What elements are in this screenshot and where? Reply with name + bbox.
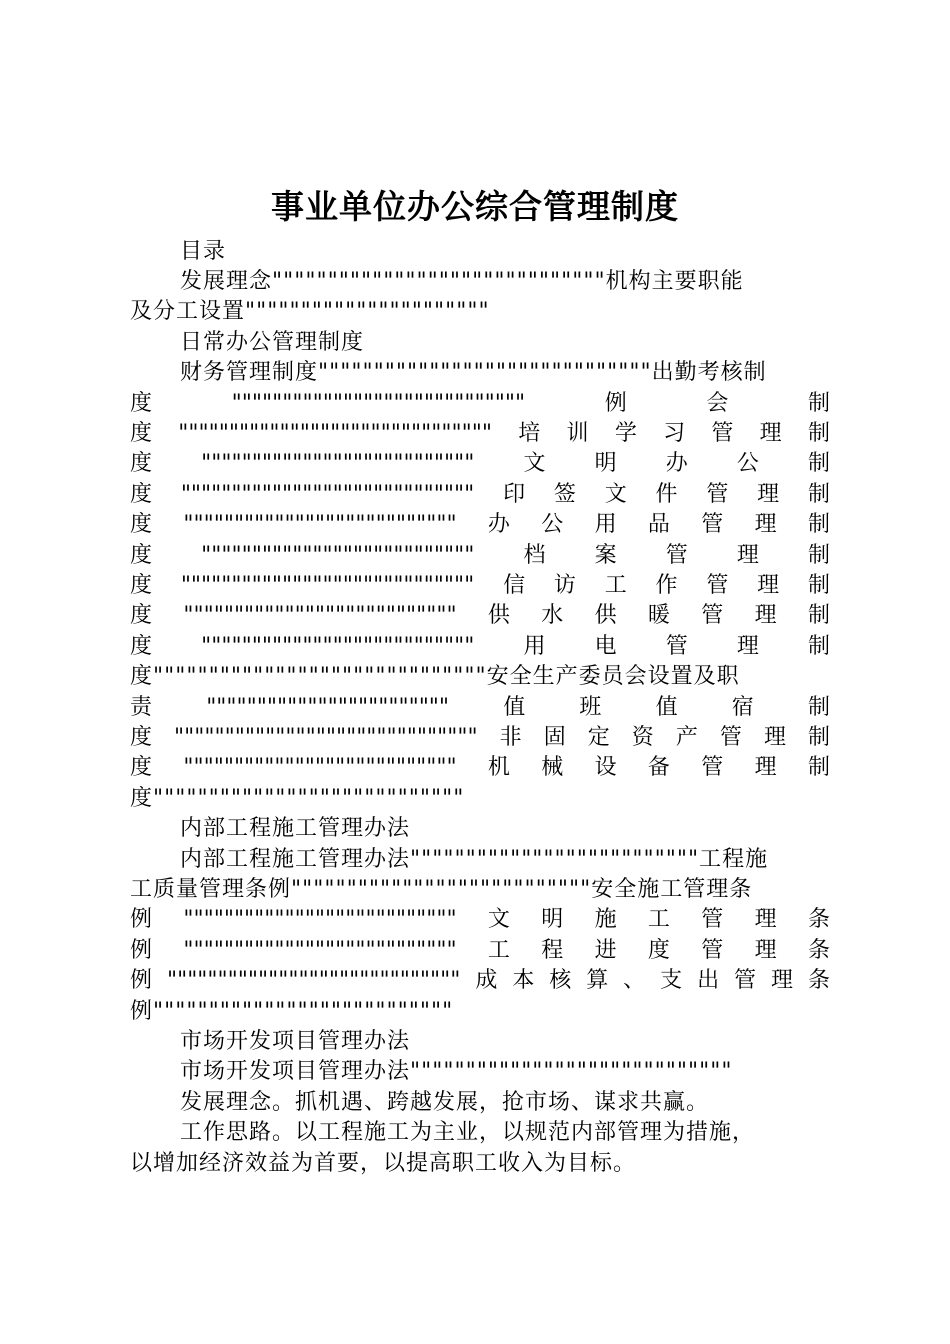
text-char: 制 (807, 512, 830, 538)
text-char: 习 (663, 421, 686, 446)
text-char: 机 (487, 755, 510, 781)
text-line: 及分工设置"""""""""""""""""""""" (130, 299, 490, 325)
quote-filler: """"""""""""""""""""""""""" (183, 512, 457, 538)
text-char: 度 (130, 542, 153, 568)
text-line (130, 905, 830, 935)
text-char: 案 (594, 542, 617, 568)
text-char: 核 (549, 968, 572, 994)
text-char: 度 (130, 512, 153, 538)
text-char: 印 (503, 481, 526, 507)
text-char: 暖 (647, 603, 670, 629)
quote-filler: """""""""""""""""""""""""""""" (174, 725, 478, 750)
text-char: 电 (594, 633, 617, 659)
text-char: 制 (807, 725, 830, 750)
text-char: 制 (807, 755, 830, 781)
text-line (130, 723, 830, 753)
text-char: 明 (594, 451, 617, 477)
text-char: 培 (518, 421, 541, 446)
text-char: 办 (487, 512, 510, 538)
text-char: 办 (665, 451, 688, 477)
text-char: 公 (541, 512, 564, 538)
text-char: 制 (807, 481, 830, 507)
text-char: 度 (130, 421, 153, 446)
text-char: 固 (543, 725, 566, 750)
text-line (130, 571, 830, 601)
text-char: 例 (130, 968, 153, 994)
document-title: 事业单位办公综合管理制度 (271, 187, 679, 226)
text-char: 管 (719, 725, 742, 750)
text-char: 备 (647, 755, 670, 781)
text-char: 度 (130, 633, 153, 659)
text-char: 学 (614, 421, 637, 446)
text-char: 理 (759, 421, 782, 446)
text-char: 设 (594, 755, 617, 781)
text-char: 定 (587, 725, 610, 750)
text-char: 度 (130, 390, 153, 416)
text-char: 制 (807, 451, 830, 477)
text-char: 理 (757, 573, 780, 598)
text-char: 例 (130, 937, 153, 963)
text-char: 本 (512, 968, 535, 994)
text-char: 管 (706, 573, 729, 598)
text-line: 财务管理制度""""""""""""""""""""""""""""""出勤考核制 (180, 360, 767, 386)
quote-filler: """"""""""""""""""""""""""" (201, 633, 475, 659)
quote-filler: """"""""""""""""""""""""""" (201, 451, 475, 477)
text-char: 工 (487, 937, 510, 963)
text-line (130, 966, 830, 996)
text-char: 理 (763, 725, 786, 750)
quote-filler: """"""""""""""""""""""""""""""" (178, 421, 492, 446)
text-char: 理 (754, 907, 777, 933)
text-char: 支 (660, 968, 683, 994)
text-char: 度 (130, 603, 153, 629)
text-char: 制 (807, 603, 830, 629)
text-char: 理 (754, 755, 777, 781)
text-char: 例 (604, 390, 627, 416)
text-char: 工 (647, 907, 670, 933)
text-line: 发展理念。抓机遇、跨越发展，抢市场、谋求共赢。 (180, 1089, 710, 1115)
text-char: 管 (701, 603, 724, 629)
text-char: 工 (604, 573, 627, 598)
text-line: 度"""""""""""""""""""""""""""" (130, 785, 465, 811)
text-char: 理 (754, 937, 777, 963)
text-char: 水 (541, 603, 564, 629)
text-char: 条 (807, 937, 830, 963)
text-char: 度 (130, 725, 153, 750)
text-char: 供 (487, 603, 510, 629)
text-line (130, 753, 830, 783)
text-char: 签 (553, 481, 576, 507)
quote-filler: """"""""""""""""""""""""""" (183, 755, 457, 781)
text-line: 发展理念""""""""""""""""""""""""""""""机构主要职能 (180, 269, 744, 294)
text-line (130, 449, 830, 479)
text-char: 制 (807, 421, 830, 446)
quote-filler: """""""""""""""""""""""" (206, 694, 450, 720)
text-line (130, 389, 830, 419)
text-char: 管 (734, 968, 757, 994)
text-line (130, 632, 830, 662)
text-char: 文 (487, 907, 510, 933)
text-line: 工质量管理条例"""""""""""""""""""""""""""安全施工管理条 (130, 877, 753, 902)
text-char: 访 (553, 573, 576, 598)
text-char: 进 (594, 937, 617, 963)
quote-filler: """"""""""""""""""""""""""""" (180, 573, 475, 598)
text-char: 度 (130, 451, 153, 477)
text-char: 班 (579, 694, 602, 720)
text-line: 日常办公管理制度 (180, 329, 365, 355)
text-char: 文 (604, 481, 627, 507)
text-char: 程 (541, 937, 564, 963)
text-line: 例""""""""""""""""""""""""""" (130, 998, 454, 1024)
text-char: 理 (757, 481, 780, 507)
text-char: 信 (503, 573, 526, 598)
text-char: 公 (736, 451, 759, 477)
quote-filler: """"""""""""""""""""""""""" (183, 937, 457, 963)
quote-filler: """"""""""""""""""""""""""" (201, 542, 475, 568)
text-char: 制 (807, 573, 830, 598)
text-char: 会 (706, 390, 729, 416)
text-char: 管 (701, 937, 724, 963)
text-char: 管 (701, 512, 724, 538)
text-char: 训 (566, 421, 589, 446)
quote-filler: """"""""""""""""""""""""""" (183, 603, 457, 629)
text-line: 内部工程施工管理办法 (180, 816, 411, 842)
text-line: 市场开发项目管理办法""""""""""""""""""""""""""""" (180, 1059, 733, 1085)
text-char: 条 (807, 907, 830, 933)
text-char: 文 (523, 451, 546, 477)
text-char: 管 (701, 755, 724, 781)
text-line: 以增加经济效益为首要，以提高职工收入为目标。 (130, 1150, 637, 1176)
text-char: 械 (541, 755, 564, 781)
quote-filler: """"""""""""""""""""""""""" (183, 907, 457, 933)
text-char: 管 (665, 633, 688, 659)
text-char: 成 (475, 968, 498, 994)
text-char: 管 (665, 542, 688, 568)
text-char: 管 (701, 907, 724, 933)
text-char: 算 (586, 968, 609, 994)
text-line: 工作思路。以工程施工为主业，以规范内部管理为措施， (180, 1120, 756, 1146)
text-char: 资 (631, 725, 654, 750)
text-char: 度 (647, 937, 670, 963)
text-char: 值 (655, 694, 678, 720)
text-line (130, 510, 830, 540)
quote-filler: """"""""""""""""""""""""""""" (231, 390, 526, 416)
text-char: 供 (594, 603, 617, 629)
text-char: 制 (807, 542, 830, 568)
text-char: 作 (655, 573, 678, 598)
text-char: 、 (623, 968, 646, 994)
text-char: 理 (736, 633, 759, 659)
quote-filler: """"""""""""""""""""""""""""" (166, 968, 461, 994)
text-char: 施 (594, 907, 617, 933)
text-char: 理 (754, 512, 777, 538)
text-line: 内部工程施工管理办法""""""""""""""""""""""""""工程施 (180, 846, 769, 872)
quote-filler: """"""""""""""""""""""""""""" (180, 481, 475, 507)
toc-heading: 目录 (180, 239, 227, 264)
text-char: 管 (706, 481, 729, 507)
text-line: 度""""""""""""""""""""""""""""""安全生产委员会设置及职 (130, 664, 740, 690)
text-char: 明 (541, 907, 564, 933)
text-char: 制 (807, 390, 830, 416)
text-char: 理 (736, 542, 759, 568)
text-char: 制 (807, 694, 830, 720)
text-char: 品 (647, 512, 670, 538)
text-char: 度 (130, 755, 153, 781)
text-char: 管 (711, 421, 734, 446)
text-char: 责 (130, 694, 153, 720)
text-char: 例 (130, 907, 153, 933)
text-char: 度 (130, 573, 153, 598)
text-line (130, 601, 830, 631)
text-char: 条 (807, 968, 830, 994)
text-line (130, 541, 830, 571)
text-char: 理 (754, 603, 777, 629)
text-char: 出 (697, 968, 720, 994)
text-char: 制 (807, 633, 830, 659)
text-char: 用 (523, 633, 546, 659)
text-char: 件 (655, 481, 678, 507)
text-char: 理 (770, 968, 793, 994)
text-char: 值 (503, 694, 526, 720)
text-line: 市场开发项目管理办法 (180, 1029, 411, 1054)
text-char: 用 (594, 512, 617, 538)
text-line (130, 419, 830, 449)
text-char: 非 (499, 725, 522, 750)
text-line (130, 936, 830, 966)
text-line (130, 480, 830, 510)
text-line (130, 693, 830, 723)
text-char: 宿 (731, 694, 754, 720)
text-char: 档 (523, 542, 546, 568)
text-char: 度 (130, 481, 153, 507)
text-char: 产 (675, 725, 698, 750)
